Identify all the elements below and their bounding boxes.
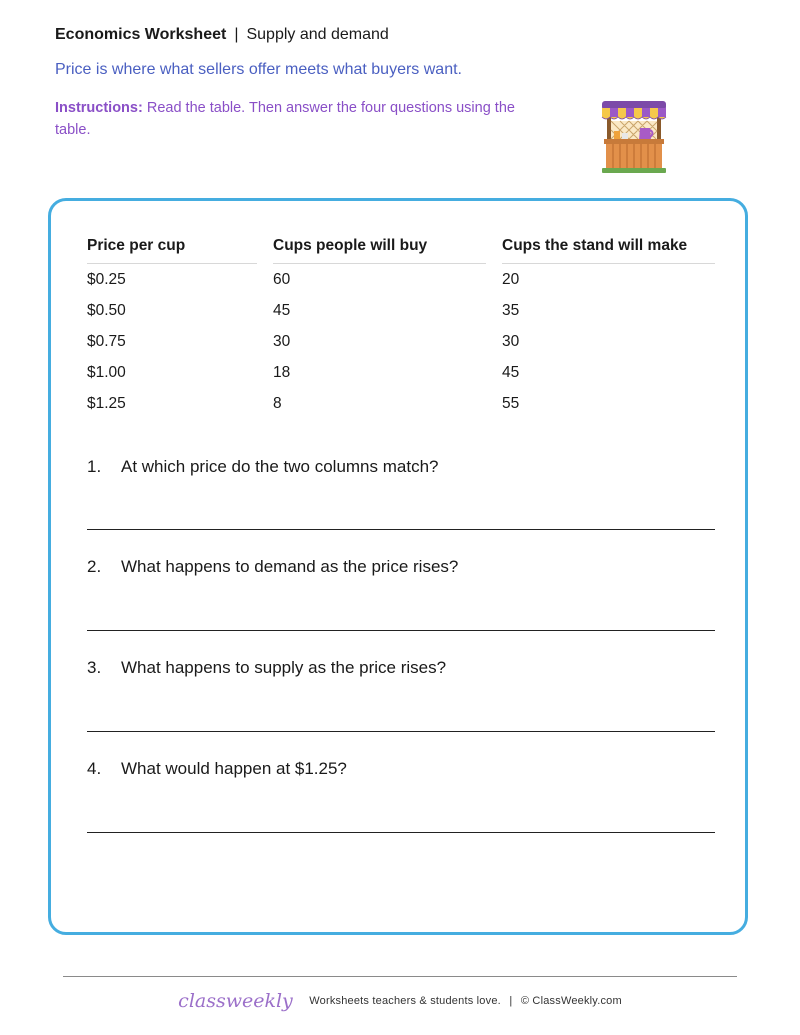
question-number: 2. xyxy=(87,557,102,576)
answer-line-3[interactable] xyxy=(87,731,715,732)
supply-cell: 30 xyxy=(502,333,520,350)
table-row xyxy=(87,326,715,357)
footer-divider xyxy=(63,976,737,977)
footer xyxy=(0,990,800,1012)
answer-line-2[interactable] xyxy=(87,630,715,631)
question-text: At which price do the two columns match? xyxy=(121,457,439,476)
table-row xyxy=(87,388,715,419)
price-cell: $1.25 xyxy=(87,395,126,412)
question-text: What happens to demand as the price rises? xyxy=(121,557,459,576)
column-header-demand: Cups people will buy xyxy=(273,231,486,264)
answer-line-4[interactable] xyxy=(87,832,715,833)
table-row xyxy=(87,264,715,296)
instructions xyxy=(55,97,535,141)
lemonade-stand-icon xyxy=(596,97,672,177)
demand-cell: 45 xyxy=(273,302,291,319)
demand-cell: 60 xyxy=(273,271,291,288)
worksheet-title: Economics Worksheet xyxy=(55,26,227,43)
worksheet-topic: Supply and demand xyxy=(246,26,389,43)
answer-line-1[interactable] xyxy=(87,529,715,530)
demand-cell: 30 xyxy=(273,333,291,350)
demand-cell: 18 xyxy=(273,364,291,381)
question-1 xyxy=(87,457,438,477)
demand-cell: 8 xyxy=(273,395,282,412)
question-number: 1. xyxy=(87,457,102,476)
price-cell: $1.00 xyxy=(87,364,126,381)
price-cell: $0.50 xyxy=(87,302,126,319)
worksheet-card xyxy=(48,198,748,935)
header-separator: | xyxy=(234,26,239,43)
question-text: What happens to supply as the price rises? xyxy=(121,658,447,677)
price-cell: $0.25 xyxy=(87,271,126,288)
worksheet-header xyxy=(55,26,389,44)
instructions-text: Read the table. Then answer the four questions using the table. xyxy=(55,100,515,138)
price-cell: $0.75 xyxy=(87,333,126,350)
question-4 xyxy=(87,759,347,779)
question-text: What would happen at $1.25? xyxy=(121,759,347,778)
supply-cell: 35 xyxy=(502,302,520,319)
question-3 xyxy=(87,658,446,678)
instructions-label: Instructions: xyxy=(55,100,143,116)
table-row xyxy=(87,357,715,388)
question-2 xyxy=(87,557,458,577)
column-header-supply: Cups the stand will make xyxy=(502,231,715,264)
supply-cell: 20 xyxy=(502,271,520,288)
column-header-price: Price per cup xyxy=(87,231,257,264)
supply-cell: 45 xyxy=(502,364,520,381)
table-row xyxy=(87,295,715,326)
supply-demand-table xyxy=(87,231,715,419)
question-number: 4. xyxy=(87,759,102,778)
footer-separator: | xyxy=(509,995,513,1007)
footer-copyright: © ClassWeekly.com xyxy=(520,995,622,1007)
question-number: 3. xyxy=(87,658,102,677)
footer-tagline: Worksheets teachers & students love. xyxy=(309,995,501,1007)
table-header-row xyxy=(87,231,715,264)
worksheet-subtitle: Price is where what sellers offer meets what buyers want. xyxy=(55,61,462,78)
brand-logo: classweekly xyxy=(178,990,293,1012)
supply-cell: 55 xyxy=(502,395,520,412)
